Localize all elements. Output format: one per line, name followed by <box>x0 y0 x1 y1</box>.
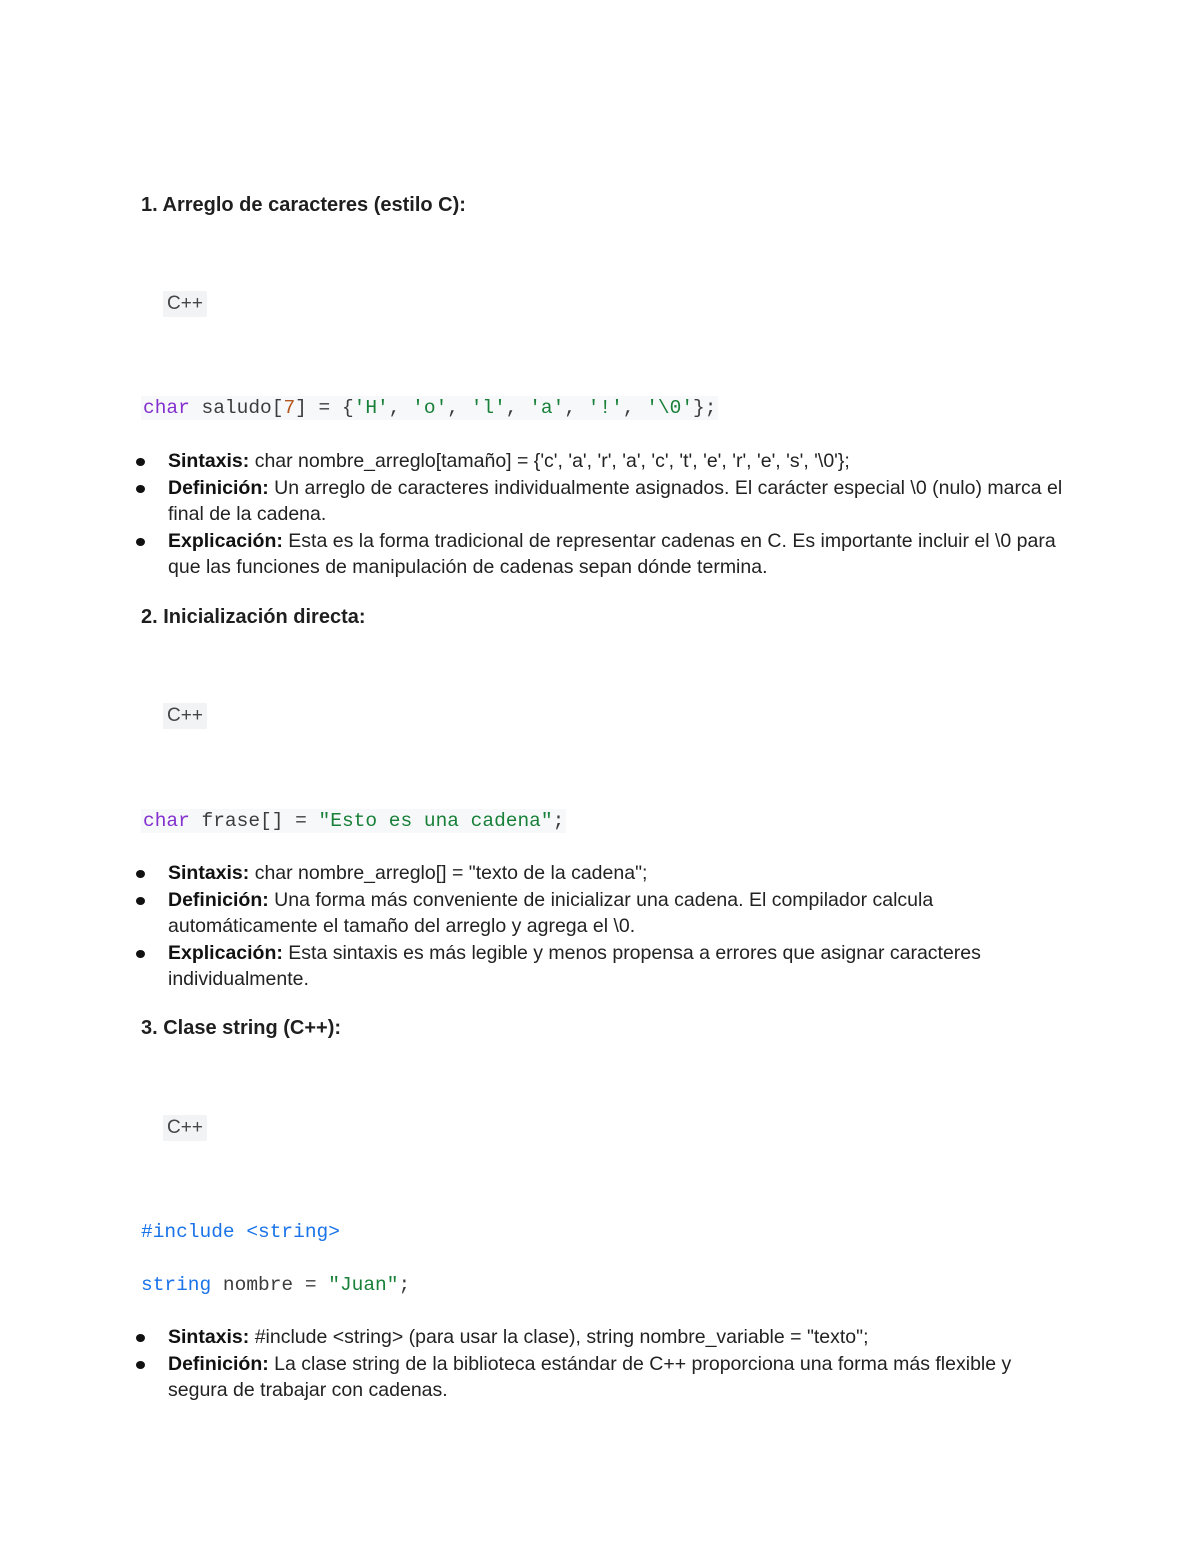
section-2-bullets <box>168 860 1068 993</box>
bullet-icon <box>136 1334 145 1342</box>
code-line-frase: char frase[] = "Esto es una cadena"; <box>143 810 565 832</box>
code-line-saludo: char saludo[7] = {'H', 'o', 'l', 'a', '!', '\0'}; <box>143 397 717 419</box>
bullet-icon <box>136 897 145 905</box>
code-language-label: C++ <box>163 703 207 729</box>
list-item: Sintaxis: char nombre_arreglo[] = "texto de la cadena"; <box>168 860 1068 887</box>
list-item: Sintaxis: #include <string> (para usar la clase), string nombre_variable = "texto"; <box>168 1324 1068 1351</box>
list-item: Definición: Una forma más conveniente de inicializar una cadena. El compilador calcula automáticamente el tamaño del arreglo y agrega el \0. <box>168 887 1068 940</box>
bullet-icon <box>136 870 145 878</box>
list-item: Definición: La clase string de la biblioteca estándar de C++ proporciona una forma más flexible y segura de trabajar con cadenas. <box>168 1351 1068 1404</box>
code-line-include: #include <string> <box>141 1221 340 1243</box>
list-item: Explicación: Esta sintaxis es más legible y menos propensa a errores que asignar caracteres individualmente. <box>168 940 1068 993</box>
section-1-bullets <box>168 448 1068 581</box>
section-2-heading: 2. Inicialización directa: <box>141 606 366 628</box>
bullet-icon <box>136 950 145 958</box>
section-3-bullets <box>168 1324 1068 1404</box>
list-item: Definición: Un arreglo de caracteres individualmente asignados. El carácter especial \0 (nulo) marca el final de la cadena. <box>168 475 1068 528</box>
bullet-icon <box>136 485 145 493</box>
bullet-icon <box>136 538 145 546</box>
section-1-heading: 1. Arreglo de caracteres (estilo C): <box>141 194 466 216</box>
code-language-label: C++ <box>163 1115 207 1141</box>
list-item: Sintaxis: char nombre_arreglo[tamaño] = {'c', 'a', 'r', 'a', 'c', 't', 'e', 'r', 'e', 's', '\0'}; <box>168 448 1068 475</box>
bullet-icon <box>136 1361 145 1369</box>
code-language-label: C++ <box>163 291 207 317</box>
bullet-icon <box>136 458 145 466</box>
list-item: Explicación: Esta es la forma tradicional de representar cadenas en C. Es importante incluir el \0 para que las funciones de manipulación de cadenas sepan dónde termina. <box>168 528 1068 581</box>
section-3-heading: 3. Clase string (C++): <box>141 1017 342 1039</box>
code-line-string-nombre: string nombre = "Juan"; <box>141 1274 411 1296</box>
